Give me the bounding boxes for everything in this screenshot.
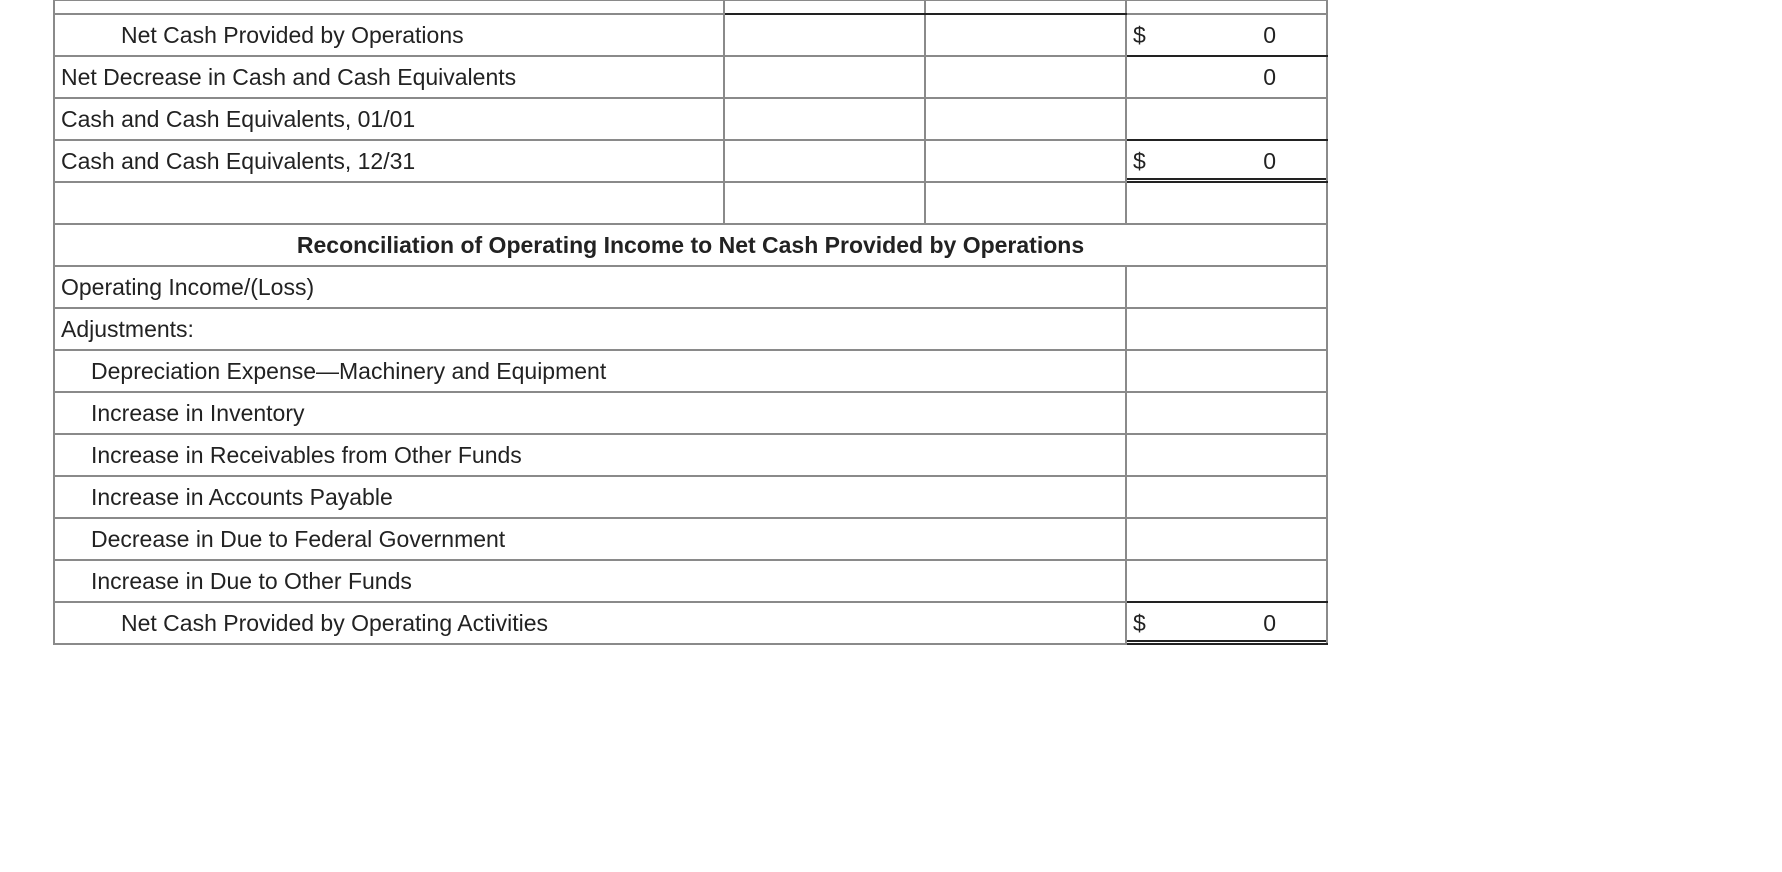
row-label: Increase in Receivables from Other Funds	[54, 434, 1126, 476]
row-label: Net Decrease in Cash and Cash Equivalents	[54, 56, 724, 98]
total-label: Net Cash Provided by Operating Activities	[54, 602, 1126, 644]
table-row	[54, 14, 1327, 56]
blank-cell[interactable]	[54, 182, 724, 224]
row-label: Cash and Cash Equivalents, 12/31	[54, 140, 724, 182]
currency-symbol: $	[1133, 147, 1146, 174]
row-label: Depreciation Expense—Machinery and Equipment	[54, 350, 1126, 392]
amount-cell[interactable]	[1126, 476, 1327, 518]
amount-cell[interactable]	[1126, 140, 1327, 182]
amount-value: 0	[1263, 609, 1276, 636]
row-label: Adjustments:	[54, 308, 1126, 350]
section-heading: Reconciliation of Operating Income to Net Cash Provided by Operations	[54, 224, 1327, 266]
amount-cell[interactable]	[1126, 518, 1327, 560]
input-cell[interactable]	[925, 140, 1126, 182]
table-row	[54, 182, 1327, 224]
input-cell[interactable]	[925, 56, 1126, 98]
table-row	[54, 350, 1327, 392]
table-row	[54, 434, 1327, 476]
input-cell[interactable]	[724, 98, 925, 140]
row-label: Increase in Due to Other Funds	[54, 560, 1126, 602]
table-row	[54, 266, 1327, 308]
table-row	[54, 0, 1327, 14]
input-cell[interactable]	[724, 56, 925, 98]
table-row	[54, 224, 1327, 266]
table-row	[54, 140, 1327, 182]
row-label: Cash and Cash Equivalents, 01/01	[54, 98, 724, 140]
input-cell[interactable]	[1126, 0, 1327, 14]
amount-cell[interactable]	[1126, 392, 1327, 434]
input-cell[interactable]	[925, 98, 1126, 140]
amount-cell[interactable]	[1126, 560, 1327, 602]
row-label: Operating Income/(Loss)	[54, 266, 1126, 308]
amount-cell[interactable]	[1126, 14, 1327, 56]
table-row	[54, 560, 1327, 602]
amount-cell[interactable]	[1126, 350, 1327, 392]
table-row	[54, 56, 1327, 98]
currency-symbol: $	[1133, 21, 1146, 48]
amount-value: 0	[1263, 147, 1276, 174]
input-cell[interactable]	[724, 0, 925, 14]
amount-cell[interactable]	[1126, 266, 1327, 308]
label-cell[interactable]	[54, 0, 724, 14]
table-row	[54, 98, 1327, 140]
total-amount-cell[interactable]	[1126, 602, 1327, 644]
input-cell[interactable]	[724, 140, 925, 182]
input-cell[interactable]	[724, 14, 925, 56]
input-cell[interactable]	[925, 182, 1126, 224]
amount-cell[interactable]: 0	[1126, 56, 1327, 98]
table-row	[54, 602, 1327, 644]
amount-cell[interactable]	[1126, 308, 1327, 350]
currency-symbol: $	[1133, 609, 1146, 636]
row-label: Net Cash Provided by Operations	[54, 14, 724, 56]
table-row	[54, 308, 1327, 350]
amount-cell[interactable]	[1126, 434, 1327, 476]
input-cell[interactable]	[925, 0, 1126, 14]
input-cell[interactable]	[925, 14, 1126, 56]
row-label: Decrease in Due to Federal Government	[54, 518, 1126, 560]
table-row	[54, 392, 1327, 434]
table-row	[54, 476, 1327, 518]
table-row	[54, 518, 1327, 560]
row-label: Increase in Inventory	[54, 392, 1126, 434]
input-cell[interactable]	[724, 182, 925, 224]
input-cell[interactable]	[1126, 182, 1327, 224]
amount-cell[interactable]	[1126, 98, 1327, 140]
cash-flow-worksheet	[53, 0, 1328, 645]
row-label: Increase in Accounts Payable	[54, 476, 1126, 518]
amount-value: 0	[1263, 21, 1276, 48]
